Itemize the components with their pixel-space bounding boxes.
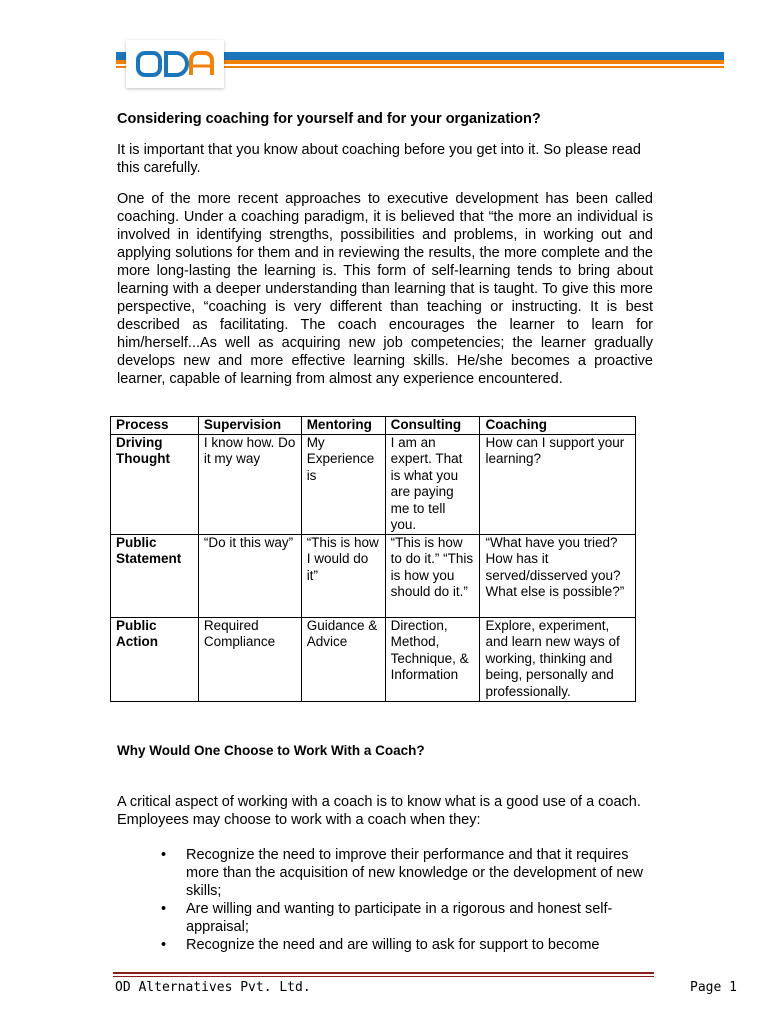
table-cell: How can I support your learning?: [480, 434, 636, 534]
bullet-icon: •: [161, 901, 167, 917]
header-mentoring: Mentoring: [301, 417, 385, 435]
comparison-table: [110, 416, 636, 702]
list-item: • Recognize the need to improve their performance and that it requires more than the acquisition of new knowledge or the development of new skills;: [161, 847, 644, 899]
bullet-icon: •: [161, 847, 167, 863]
footer-rule: [113, 972, 654, 974]
page-title: Considering coaching for yourself and for your organization?: [117, 111, 541, 127]
footer-page-number: Page 1: [690, 980, 737, 995]
table-cell: “Do it this way”: [198, 534, 301, 617]
table-cell: Explore, experiment, and learn new ways of working, thinking and being, personally and professionally.: [480, 617, 636, 701]
table-cell: My Experience is: [301, 434, 385, 534]
oda-logo: [126, 40, 224, 88]
footer-company: OD Alternatives Pvt. Ltd.: [115, 980, 311, 995]
row-label-driving-thought: Driving Thought: [111, 434, 199, 534]
intro-paragraph: It is important that you know about coaching before you get into it. So please read this carefully.: [117, 142, 641, 176]
footer-rule-thin: [113, 976, 654, 977]
table-cell: Direction, Method, Technique, & Information: [385, 617, 480, 701]
list-item: • Recognize the need and are willing to ask for support to become: [161, 937, 600, 953]
table-cell: Required Compliance: [198, 617, 301, 701]
table-cell: “What have you tried? How has it served/disserved you? What else is possible?”: [480, 534, 636, 617]
table-cell: I am an expert. That is what you are paying me to tell you.: [385, 434, 480, 534]
table-row: [111, 534, 636, 617]
header-consulting: Consulting: [385, 417, 480, 435]
table-cell: “This is how to do it.” “This is how you should do it.”: [385, 534, 480, 617]
row-label-public-statement: Public Statement: [111, 534, 199, 617]
body-paragraph: One of the more recent approaches to executive development has been called coaching. Under a coaching paradigm, it is believed that “the more an individual is involved in identifying strengths, possibilities and problems, in working out and applying solutions for them and in reviewing the results, the more complete and the more long-lasting the learning is. This form of self-learning tends to bring about learning with a deeper understanding than learning that is taught. To give this more perspective, “coaching is very different than teaching or instructing. It is best described as facilitating. The coach encourages the learner to learn for him/herself...As well as acquiring new job competencies; the learner gradually develops new and more effective learning skills. He/she becomes a proactive learner, capable of learning from almost any experience encountered.: [117, 191, 653, 387]
section-intro: A critical aspect of working with a coach is to know what is a good use of a coach. Employees may choose to work with a coach when they:: [117, 794, 641, 828]
oda-logo-mark: [135, 49, 215, 79]
header-supervision: Supervision: [198, 417, 301, 435]
table-row: [111, 617, 636, 701]
table-cell: “This is how I would do it”: [301, 534, 385, 617]
table-row: [111, 434, 636, 534]
row-label-public-action: Public Action: [111, 617, 199, 701]
bullet-list: [117, 846, 653, 954]
header-coaching: Coaching: [480, 417, 636, 435]
table-header-row: [111, 417, 636, 435]
bullet-icon: •: [161, 937, 167, 953]
list-item: • Are willing and wanting to participate in a rigorous and honest self-appraisal;: [161, 901, 613, 935]
table-cell: I know how. Do it my way: [198, 434, 301, 534]
section-heading: Why Would One Choose to Work With a Coach?: [117, 743, 425, 758]
table-cell: Guidance & Advice: [301, 617, 385, 701]
header-process: Process: [111, 417, 199, 435]
